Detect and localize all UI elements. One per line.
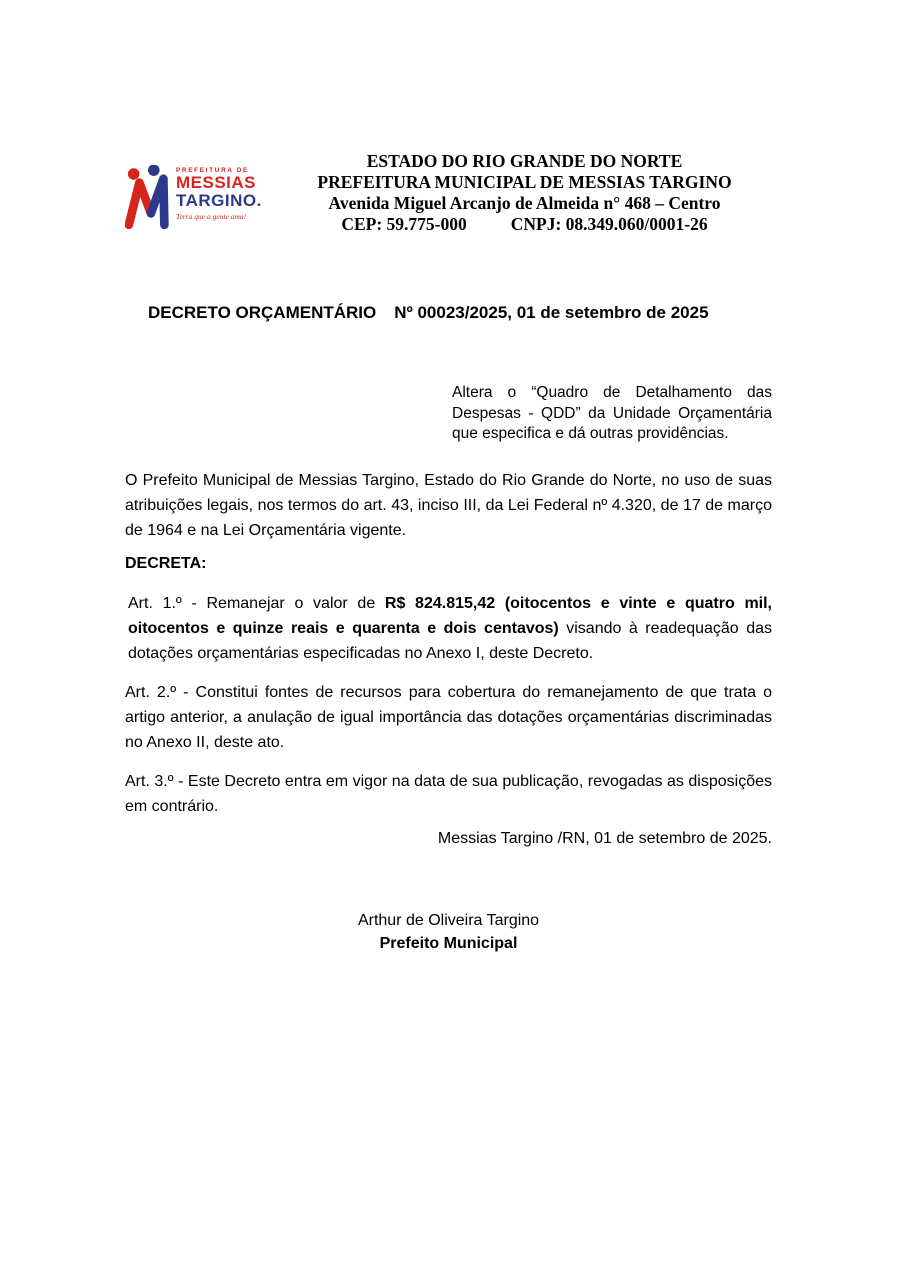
article-1-text-suffix: visando à readequação das dotações orçamentárias especificadas no Anexo I, deste Decreto.	[128, 619, 772, 662]
letterhead-address-line: Avenida Miguel Arcanjo de Almeida n° 468 – Centro	[328, 193, 721, 213]
logo-m-icon	[125, 165, 173, 234]
logo-tagline: Terra que a gente ama!	[176, 211, 247, 221]
letterhead-cep-cnpj-line	[277, 214, 772, 235]
article-3-paragraph: Art. 3.º - Este Decreto entra em vigor na data de sua publicação, revogadas as disposições em contrário.	[125, 772, 772, 815]
decree-title	[125, 303, 772, 323]
municipality-logo	[125, 165, 277, 234]
logo-prefeitura-de-label: PREFEITURA DE	[176, 167, 249, 174]
decree-title-number-date: Nº 00023/2025, 01 de setembro de 2025	[394, 303, 709, 322]
article-1-text-prefix: Art. 1.º - Remanejar o valor de	[128, 594, 385, 612]
preamble-paragraph: O Prefeito Municipal de Messias Targino, Estado do Rio Grande do Norte, no uso de suas atribuições legais, nos termos do art. 43, inciso III, da Lei Federal nº 4.320, de 17 de março de 1964 e na Lei Orçamentária vigente.	[125, 471, 772, 539]
letterhead	[125, 150, 772, 235]
article-2-paragraph: Art. 2.º - Constitui fontes de recursos para cobertura do remanejamento de que trata o artigo anterior, a anulação de igual importância das dotações orçamentárias discriminadas no Anexo II, deste ato.	[125, 683, 772, 751]
decree-title-type: DECRETO ORÇAMENTÁRIO	[148, 303, 377, 322]
logo-messias-label: MESSIAS	[176, 173, 257, 192]
signature-block	[125, 909, 772, 955]
letterhead-text	[277, 150, 772, 235]
letterhead-cep: CEP: 59.775-000	[341, 214, 467, 234]
dateline: Messias Targino /RN, 01 de setembro de 2025.	[437, 829, 772, 847]
decree-summary-paragraph: Altera o “Quadro de Detalhamento das Despesas - QDD” da Unidade Orçamentária que especifica e dá outras providências.	[452, 384, 772, 442]
article-1-amount-bold: R$ 824.815,42 (oitocentos e vinte e quatro mil, oitocentos e quinze reais e quarenta e dois centavos)	[128, 594, 772, 637]
letterhead-state-line: ESTADO DO RIO GRANDE DO NORTE	[366, 151, 683, 171]
logo-text	[176, 165, 262, 221]
logo-targino-label: TARGINO.	[176, 190, 262, 210]
signature-role: Prefeito Municipal	[379, 934, 518, 952]
letterhead-municipality-line: PREFEITURA MUNICIPAL DE MESSIAS TARGINO	[317, 172, 732, 192]
article-1-paragraph	[125, 591, 772, 666]
letterhead-cnpj: CNPJ: 08.349.060/0001-26	[510, 214, 708, 234]
decreta-label: DECRETA:	[125, 554, 207, 572]
signature-name: Arthur de Oliveira Targino	[357, 911, 540, 929]
